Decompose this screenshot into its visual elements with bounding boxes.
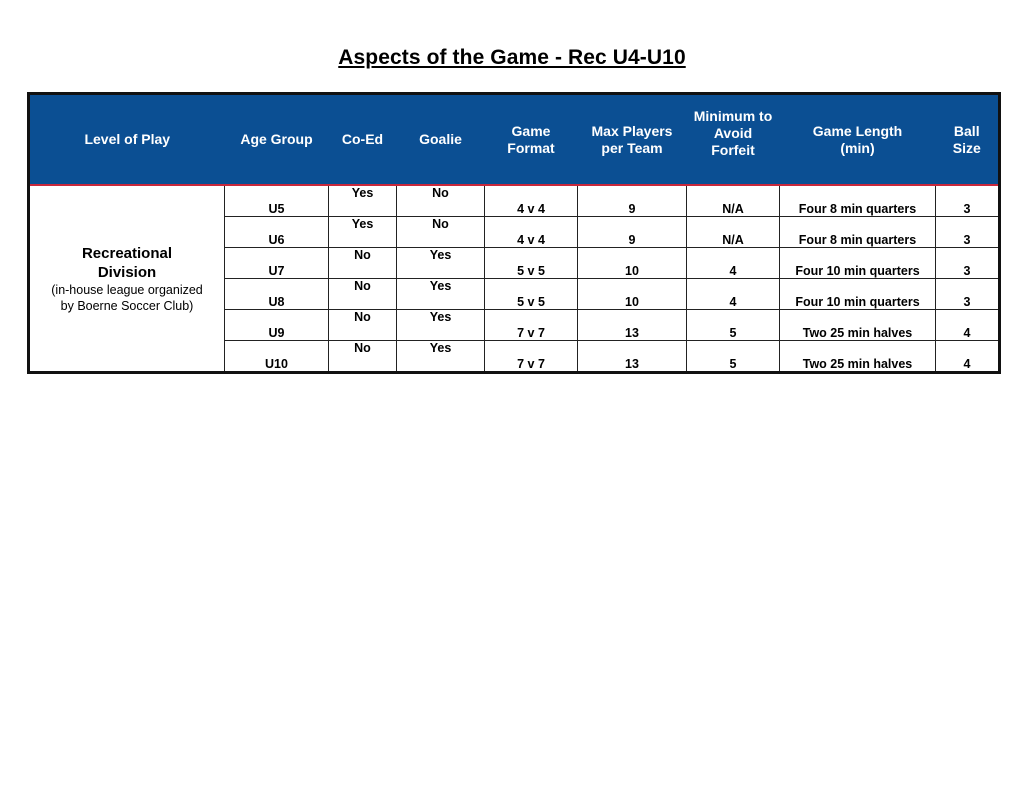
min-forfeit-cell: N/A	[687, 185, 780, 217]
goalie-cell: Yes	[397, 279, 485, 310]
min-forfeit-cell: N/A	[687, 217, 780, 248]
max-players-cell: 13	[578, 310, 687, 341]
table-row	[29, 185, 1000, 217]
format-cell: 4 v 4	[485, 185, 578, 217]
min-forfeit-cell: 4	[687, 279, 780, 310]
division-subtitle: (in-house league organized by Boerne Soccer Club)	[51, 282, 203, 313]
length-cell: Four 10 min quarters	[780, 279, 936, 310]
age-cell: U7	[225, 248, 329, 279]
max-players-cell: 9	[578, 217, 687, 248]
header-row	[29, 94, 1000, 186]
page-title: Aspects of the Game - Rec U4-U10	[338, 46, 686, 69]
coed-cell: Yes	[329, 185, 397, 217]
division-title: Recreational Division	[81, 244, 173, 281]
age-cell: U9	[225, 310, 329, 341]
length-cell: Four 10 min quarters	[780, 248, 936, 279]
min-forfeit-cell: 5	[687, 310, 780, 341]
header-ball-size: Ball Size	[936, 94, 1000, 186]
header-max-players: Max Players per Team	[578, 94, 687, 186]
length-cell: Two 25 min halves	[780, 310, 936, 341]
ball-cell: 3	[936, 248, 1000, 279]
division-cell	[29, 185, 225, 373]
max-players-cell: 13	[578, 341, 687, 373]
age-cell: U6	[225, 217, 329, 248]
header-co-ed: Co-Ed	[329, 94, 397, 186]
max-players-cell: 10	[578, 248, 687, 279]
format-cell: 5 v 5	[485, 279, 578, 310]
coed-cell: No	[329, 248, 397, 279]
age-cell: U8	[225, 279, 329, 310]
header-min-forfeit: Minimum to Avoid Forfeit	[687, 94, 780, 186]
rules-table	[27, 92, 1001, 374]
ball-cell: 3	[936, 279, 1000, 310]
coed-cell: No	[329, 279, 397, 310]
coed-cell: No	[329, 341, 397, 373]
coed-cell: No	[329, 310, 397, 341]
min-forfeit-cell: 5	[687, 341, 780, 373]
age-cell: U5	[225, 185, 329, 217]
age-cell: U10	[225, 341, 329, 373]
max-players-cell: 10	[578, 279, 687, 310]
header-age-group: Age Group	[225, 94, 329, 186]
header-game-format: Game Format	[485, 94, 578, 186]
length-cell: Four 8 min quarters	[780, 185, 936, 217]
format-cell: 7 v 7	[485, 341, 578, 373]
max-players-cell: 9	[578, 185, 687, 217]
goalie-cell: Yes	[397, 310, 485, 341]
coed-cell: Yes	[329, 217, 397, 248]
ball-cell: 3	[936, 185, 1000, 217]
format-cell: 4 v 4	[485, 217, 578, 248]
min-forfeit-cell: 4	[687, 248, 780, 279]
ball-cell: 3	[936, 217, 1000, 248]
length-cell: Two 25 min halves	[780, 341, 936, 373]
header-level-of-play: Level of Play	[29, 94, 225, 186]
goalie-cell: No	[397, 217, 485, 248]
ball-cell: 4	[936, 310, 1000, 341]
goalie-cell: No	[397, 185, 485, 217]
format-cell: 5 v 5	[485, 248, 578, 279]
goalie-cell: Yes	[397, 248, 485, 279]
length-cell: Four 8 min quarters	[780, 217, 936, 248]
ball-cell: 4	[936, 341, 1000, 373]
goalie-cell: Yes	[397, 341, 485, 373]
header-game-length: Game Length (min)	[780, 94, 936, 186]
header-goalie: Goalie	[397, 94, 485, 186]
format-cell: 7 v 7	[485, 310, 578, 341]
